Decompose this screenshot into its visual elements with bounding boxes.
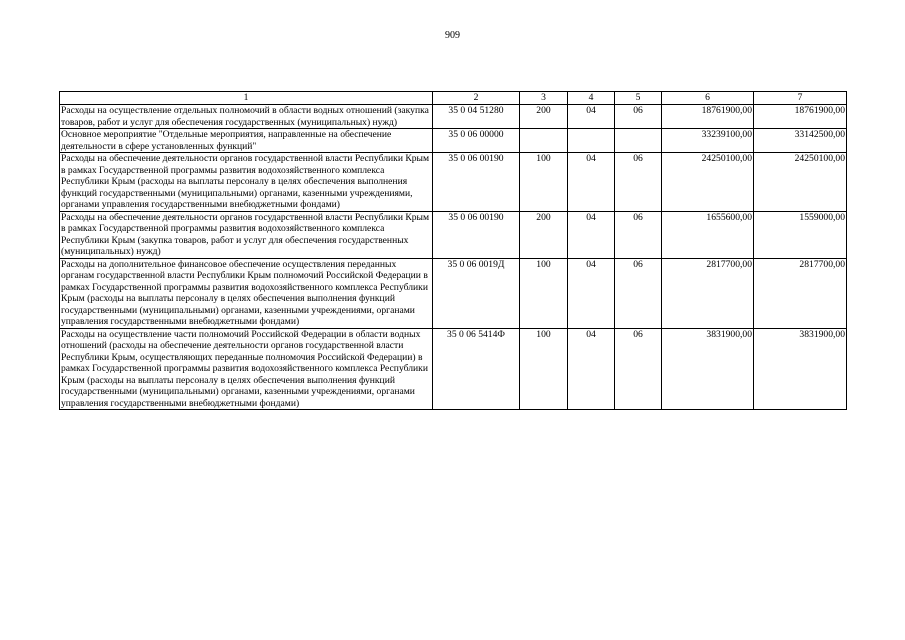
expense-name: Расходы на осуществление отдельных полномочий в области водных отношений (закупка товаров, работ и услуг для обеспечения государственных (муниципальных) нужд) [60,105,433,129]
expense-name: Расходы на обеспечение деятельности органов государственной власти Республики Крым в рамках Государственной программы развития водохозяйственного комплекса Республики Крым (расходы на выплаты персоналу в целях обеспечения выполнения функций государственными (муниципальными) органами, казенными учреждениями, органами управления государственными внебюджетными фондами) [60,153,433,212]
table-row [60,211,847,258]
expense-type [520,129,568,153]
amount-year-2: 2817700,00 [754,258,847,328]
expense-type: 100 [520,328,568,410]
column-header: 4 [568,92,615,105]
column-header: 7 [754,92,847,105]
section: 04 [568,328,615,410]
column-header: 5 [615,92,662,105]
amount-year-2: 1559000,00 [754,211,847,258]
subsection: 06 [615,211,662,258]
amount-year-2: 24250100,00 [754,153,847,212]
expense-name: Основное мероприятие "Отдельные мероприятия, направленные на обеспечение деятельности в сфере установленных функций" [60,129,433,153]
target-code: 35 0 06 0019Д [433,258,520,328]
expense-type: 200 [520,105,568,129]
budget-table [59,91,847,410]
target-code: 35 0 06 00190 [433,153,520,212]
expense-type: 200 [520,211,568,258]
amount-year-2: 33142500,00 [754,129,847,153]
amount-year-1: 2817700,00 [662,258,754,328]
subsection [615,129,662,153]
section [568,129,615,153]
expense-name: Расходы на осуществление части полномочий Российской Федерации в области водных отношений (расходы на обеспечение деятельности органов государственной власти Республики Крым, осуществляющих переданные полномочия Российской Федерации) в рамках Государственной программы развития водохозяйственного комплекса Республики Крым (расходы на выплаты персоналу в целях обеспечения выполнения функций государственными (муниципальными) органами, казенными учреждениями, органами управления государственными внебюджетными фондами) [60,328,433,410]
table-row [60,258,847,328]
expense-name: Расходы на дополнительное финансовое обеспечение осуществления переданных органам государственной власти Республики Крым полномочий Российской Федерации в рамках Государственной программы развития водохозяйственного комплекса Республики Крым (расходы на выплаты персоналу в целях обеспечения выполнения функций государственными (муниципальными) органами, казенными учреждениями, органами управления государственными внебюджетными фондами) [60,258,433,328]
section: 04 [568,105,615,129]
section: 04 [568,153,615,212]
expense-type: 100 [520,153,568,212]
table-row [60,105,847,129]
section: 04 [568,258,615,328]
target-code: 35 0 06 00000 [433,129,520,153]
column-header: 3 [520,92,568,105]
table-row [60,129,847,153]
section: 04 [568,211,615,258]
column-header: 2 [433,92,520,105]
subsection: 06 [615,153,662,212]
column-header: 6 [662,92,754,105]
target-code: 35 0 06 5414Ф [433,328,520,410]
amount-year-1: 24250100,00 [662,153,754,212]
column-header: 1 [60,92,433,105]
table-row [60,153,847,212]
amount-year-1: 3831900,00 [662,328,754,410]
amount-year-1: 18761900,00 [662,105,754,129]
amount-year-1: 1655600,00 [662,211,754,258]
page-number: 909 [445,30,460,41]
amount-year-2: 3831900,00 [754,328,847,410]
table-row [60,328,847,410]
expense-type: 100 [520,258,568,328]
expense-name: Расходы на обеспечение деятельности органов государственной власти Республики Крым в рамках Государственной программы развития водохозяйственного комплекса Республики Крым (закупка товаров, работ и услуг для обеспечения государственных (муниципальных) нужд) [60,211,433,258]
amount-year-2: 18761900,00 [754,105,847,129]
subsection: 06 [615,105,662,129]
amount-year-1: 33239100,00 [662,129,754,153]
target-code: 35 0 06 00190 [433,211,520,258]
header-row [60,92,847,105]
subsection: 06 [615,328,662,410]
target-code: 35 0 04 51280 [433,105,520,129]
subsection: 06 [615,258,662,328]
